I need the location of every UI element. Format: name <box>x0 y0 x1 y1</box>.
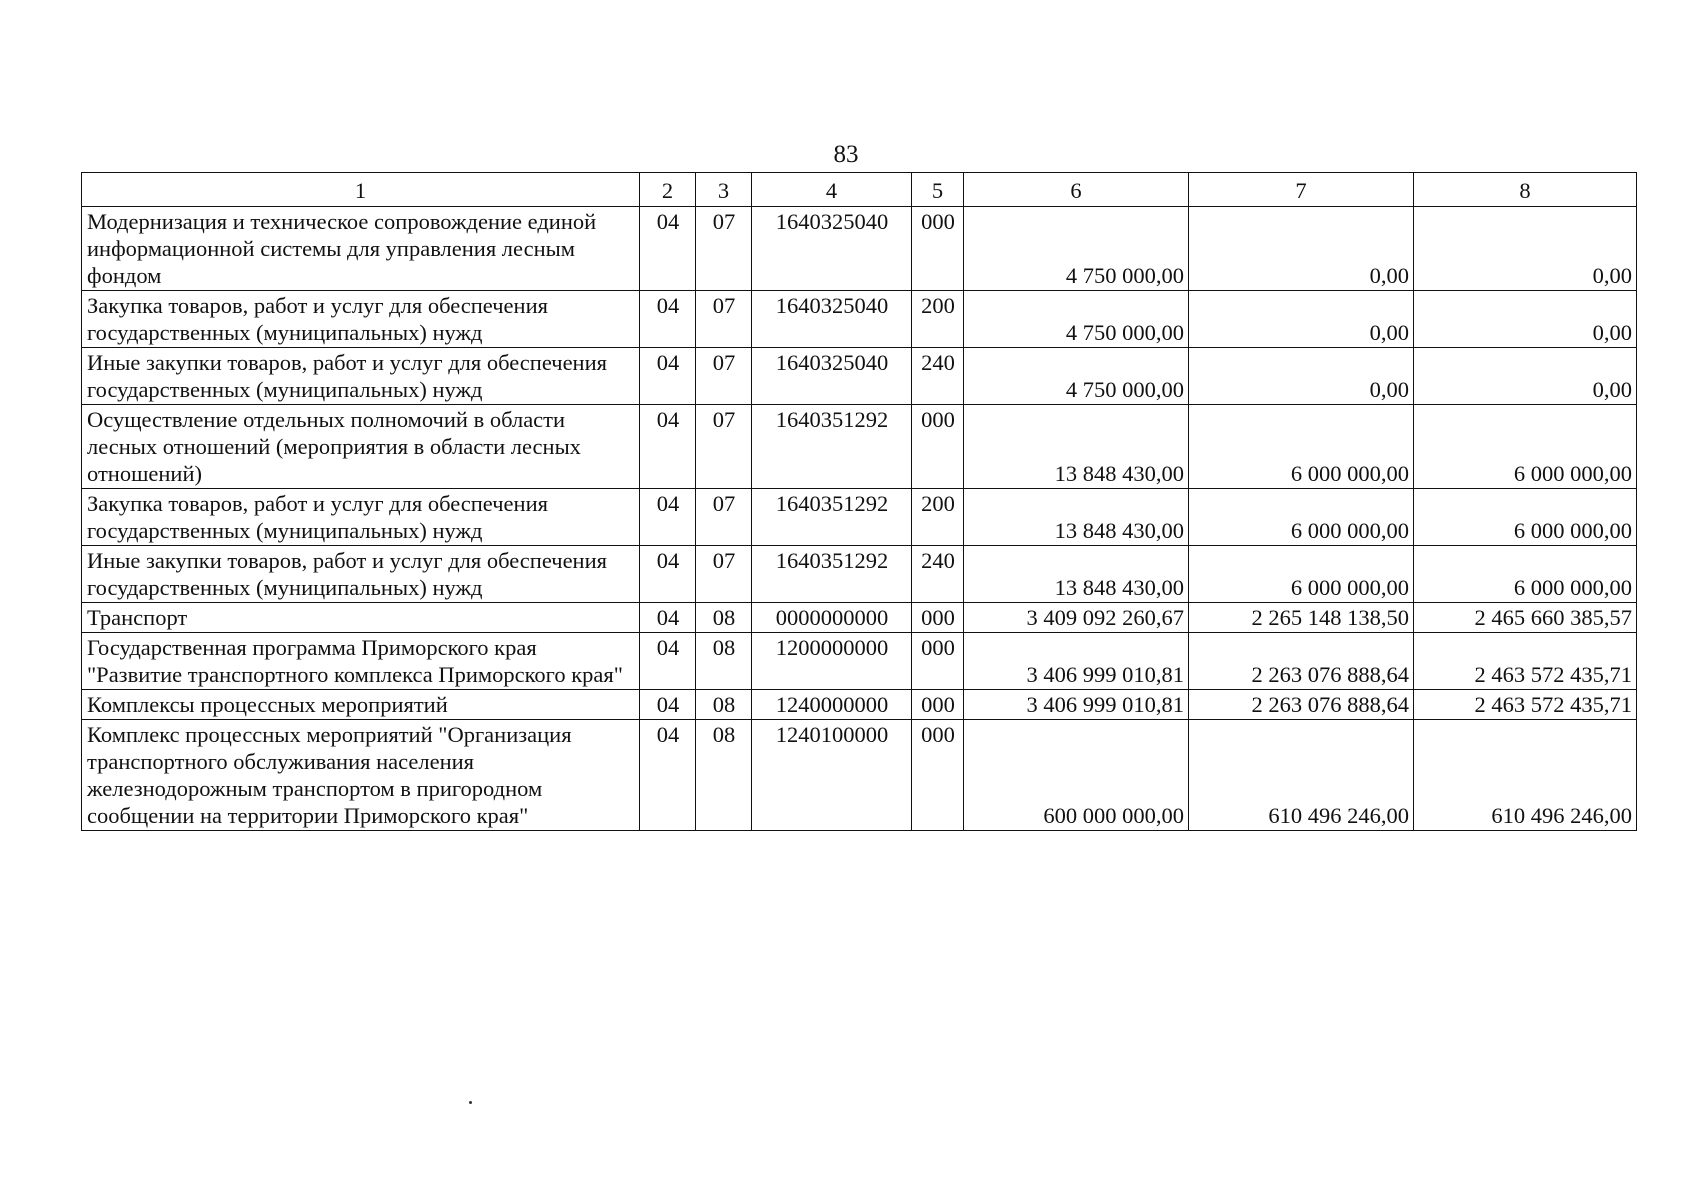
table-row <box>82 603 1637 633</box>
row-subsection: 07 <box>696 489 752 546</box>
row-amount-col7: 0,00 <box>1189 348 1414 405</box>
row-section: 04 <box>640 348 696 405</box>
row-expense-type: 200 <box>912 291 964 348</box>
page-number: 83 <box>833 141 859 168</box>
row-amount-col6: 4 750 000,00 <box>964 348 1189 405</box>
row-amount-col8: 610 496 246,00 <box>1414 720 1637 831</box>
header-row <box>82 173 1637 207</box>
row-name: Модернизация и техническое сопровождение единой информационной системы для управления лесным фондом <box>82 207 640 291</box>
row-subsection: 07 <box>696 546 752 603</box>
row-section: 04 <box>640 291 696 348</box>
row-amount-col6: 4 750 000,00 <box>964 207 1189 291</box>
row-section: 04 <box>640 720 696 831</box>
row-amount-col6: 13 848 430,00 <box>964 405 1189 489</box>
row-subsection: 08 <box>696 690 752 720</box>
row-amount-col7: 6 000 000,00 <box>1189 405 1414 489</box>
row-target-code: 1640325040 <box>752 291 912 348</box>
row-name: Иные закупки товаров, работ и услуг для обеспечения государственных (муниципальных) нужд <box>82 348 640 405</box>
header-col-6: 6 <box>964 173 1189 207</box>
row-expense-type: 240 <box>912 546 964 603</box>
row-amount-col8: 0,00 <box>1414 207 1637 291</box>
row-target-code: 1640325040 <box>752 207 912 291</box>
row-target-code: 1240000000 <box>752 690 912 720</box>
row-amount-col8: 2 463 572 435,71 <box>1414 690 1637 720</box>
row-name: Комплекс процессных мероприятий "Организация транспортного обслуживания населения железнодорожным транспортом в пригородном сообщении на территории Приморского края" <box>82 720 640 831</box>
row-amount-col7: 6 000 000,00 <box>1189 489 1414 546</box>
row-amount-col8: 0,00 <box>1414 348 1637 405</box>
row-target-code: 1240100000 <box>752 720 912 831</box>
row-amount-col7: 6 000 000,00 <box>1189 546 1414 603</box>
row-expense-type: 000 <box>912 633 964 690</box>
row-amount-col8: 2 465 660 385,57 <box>1414 603 1637 633</box>
table-row <box>82 348 1637 405</box>
row-target-code: 1640351292 <box>752 405 912 489</box>
row-expense-type: 000 <box>912 720 964 831</box>
row-name: Государственная программа Приморского края "Развитие транспортного комплекса Приморского края" <box>82 633 640 690</box>
row-section: 04 <box>640 405 696 489</box>
header-col-4: 4 <box>752 173 912 207</box>
row-name: Иные закупки товаров, работ и услуг для обеспечения государственных (муниципальных) нужд <box>82 546 640 603</box>
row-expense-type: 000 <box>912 405 964 489</box>
row-section: 04 <box>640 489 696 546</box>
row-subsection: 07 <box>696 405 752 489</box>
row-amount-col7: 2 263 076 888,64 <box>1189 690 1414 720</box>
table-row <box>82 690 1637 720</box>
row-expense-type: 000 <box>912 603 964 633</box>
row-target-code: 1200000000 <box>752 633 912 690</box>
row-target-code: 0000000000 <box>752 603 912 633</box>
row-target-code: 1640351292 <box>752 546 912 603</box>
row-amount-col8: 6 000 000,00 <box>1414 489 1637 546</box>
row-amount-col6: 3 406 999 010,81 <box>964 690 1189 720</box>
header-col-7: 7 <box>1189 173 1414 207</box>
row-subsection: 07 <box>696 348 752 405</box>
row-amount-col7: 2 263 076 888,64 <box>1189 633 1414 690</box>
header-col-8: 8 <box>1414 173 1637 207</box>
row-target-code: 1640325040 <box>752 348 912 405</box>
row-section: 04 <box>640 690 696 720</box>
row-amount-col8: 6 000 000,00 <box>1414 405 1637 489</box>
row-section: 04 <box>640 207 696 291</box>
row-amount-col8: 0,00 <box>1414 291 1637 348</box>
row-name: Закупка товаров, работ и услуг для обеспечения государственных (муниципальных) нужд <box>82 489 640 546</box>
row-expense-type: 000 <box>912 207 964 291</box>
header-col-3: 3 <box>696 173 752 207</box>
row-expense-type: 240 <box>912 348 964 405</box>
row-subsection: 07 <box>696 207 752 291</box>
row-section: 04 <box>640 633 696 690</box>
budget-table <box>81 172 1637 831</box>
row-expense-type: 000 <box>912 690 964 720</box>
row-amount-col6: 600 000 000,00 <box>964 720 1189 831</box>
table-row <box>82 207 1637 291</box>
row-name: Комплексы процессных мероприятий <box>82 690 640 720</box>
row-section: 04 <box>640 603 696 633</box>
row-amount-col6: 13 848 430,00 <box>964 489 1189 546</box>
row-name: Транспорт <box>82 603 640 633</box>
scan-dot-mark <box>469 1101 472 1104</box>
row-subsection: 08 <box>696 603 752 633</box>
row-expense-type: 200 <box>912 489 964 546</box>
row-amount-col8: 2 463 572 435,71 <box>1414 633 1637 690</box>
row-subsection: 08 <box>696 633 752 690</box>
header-col-2: 2 <box>640 173 696 207</box>
row-amount-col7: 610 496 246,00 <box>1189 720 1414 831</box>
row-subsection: 08 <box>696 720 752 831</box>
row-target-code: 1640351292 <box>752 489 912 546</box>
row-amount-col7: 0,00 <box>1189 207 1414 291</box>
row-amount-col6: 4 750 000,00 <box>964 291 1189 348</box>
row-amount-col6: 13 848 430,00 <box>964 546 1189 603</box>
row-amount-col7: 2 265 148 138,50 <box>1189 603 1414 633</box>
row-subsection: 07 <box>696 291 752 348</box>
row-amount-col6: 3 409 092 260,67 <box>964 603 1189 633</box>
header-col-1: 1 <box>82 173 640 207</box>
row-amount-col6: 3 406 999 010,81 <box>964 633 1189 690</box>
table-row <box>82 489 1637 546</box>
table-row <box>82 405 1637 489</box>
table-row <box>82 633 1637 690</box>
table-row <box>82 291 1637 348</box>
table-row <box>82 720 1637 831</box>
row-name: Закупка товаров, работ и услуг для обеспечения государственных (муниципальных) нужд <box>82 291 640 348</box>
row-section: 04 <box>640 546 696 603</box>
row-amount-col8: 6 000 000,00 <box>1414 546 1637 603</box>
table-row <box>82 546 1637 603</box>
row-name: Осуществление отдельных полномочий в области лесных отношений (мероприятия в области лесных отношений) <box>82 405 640 489</box>
header-col-5: 5 <box>912 173 964 207</box>
row-amount-col7: 0,00 <box>1189 291 1414 348</box>
